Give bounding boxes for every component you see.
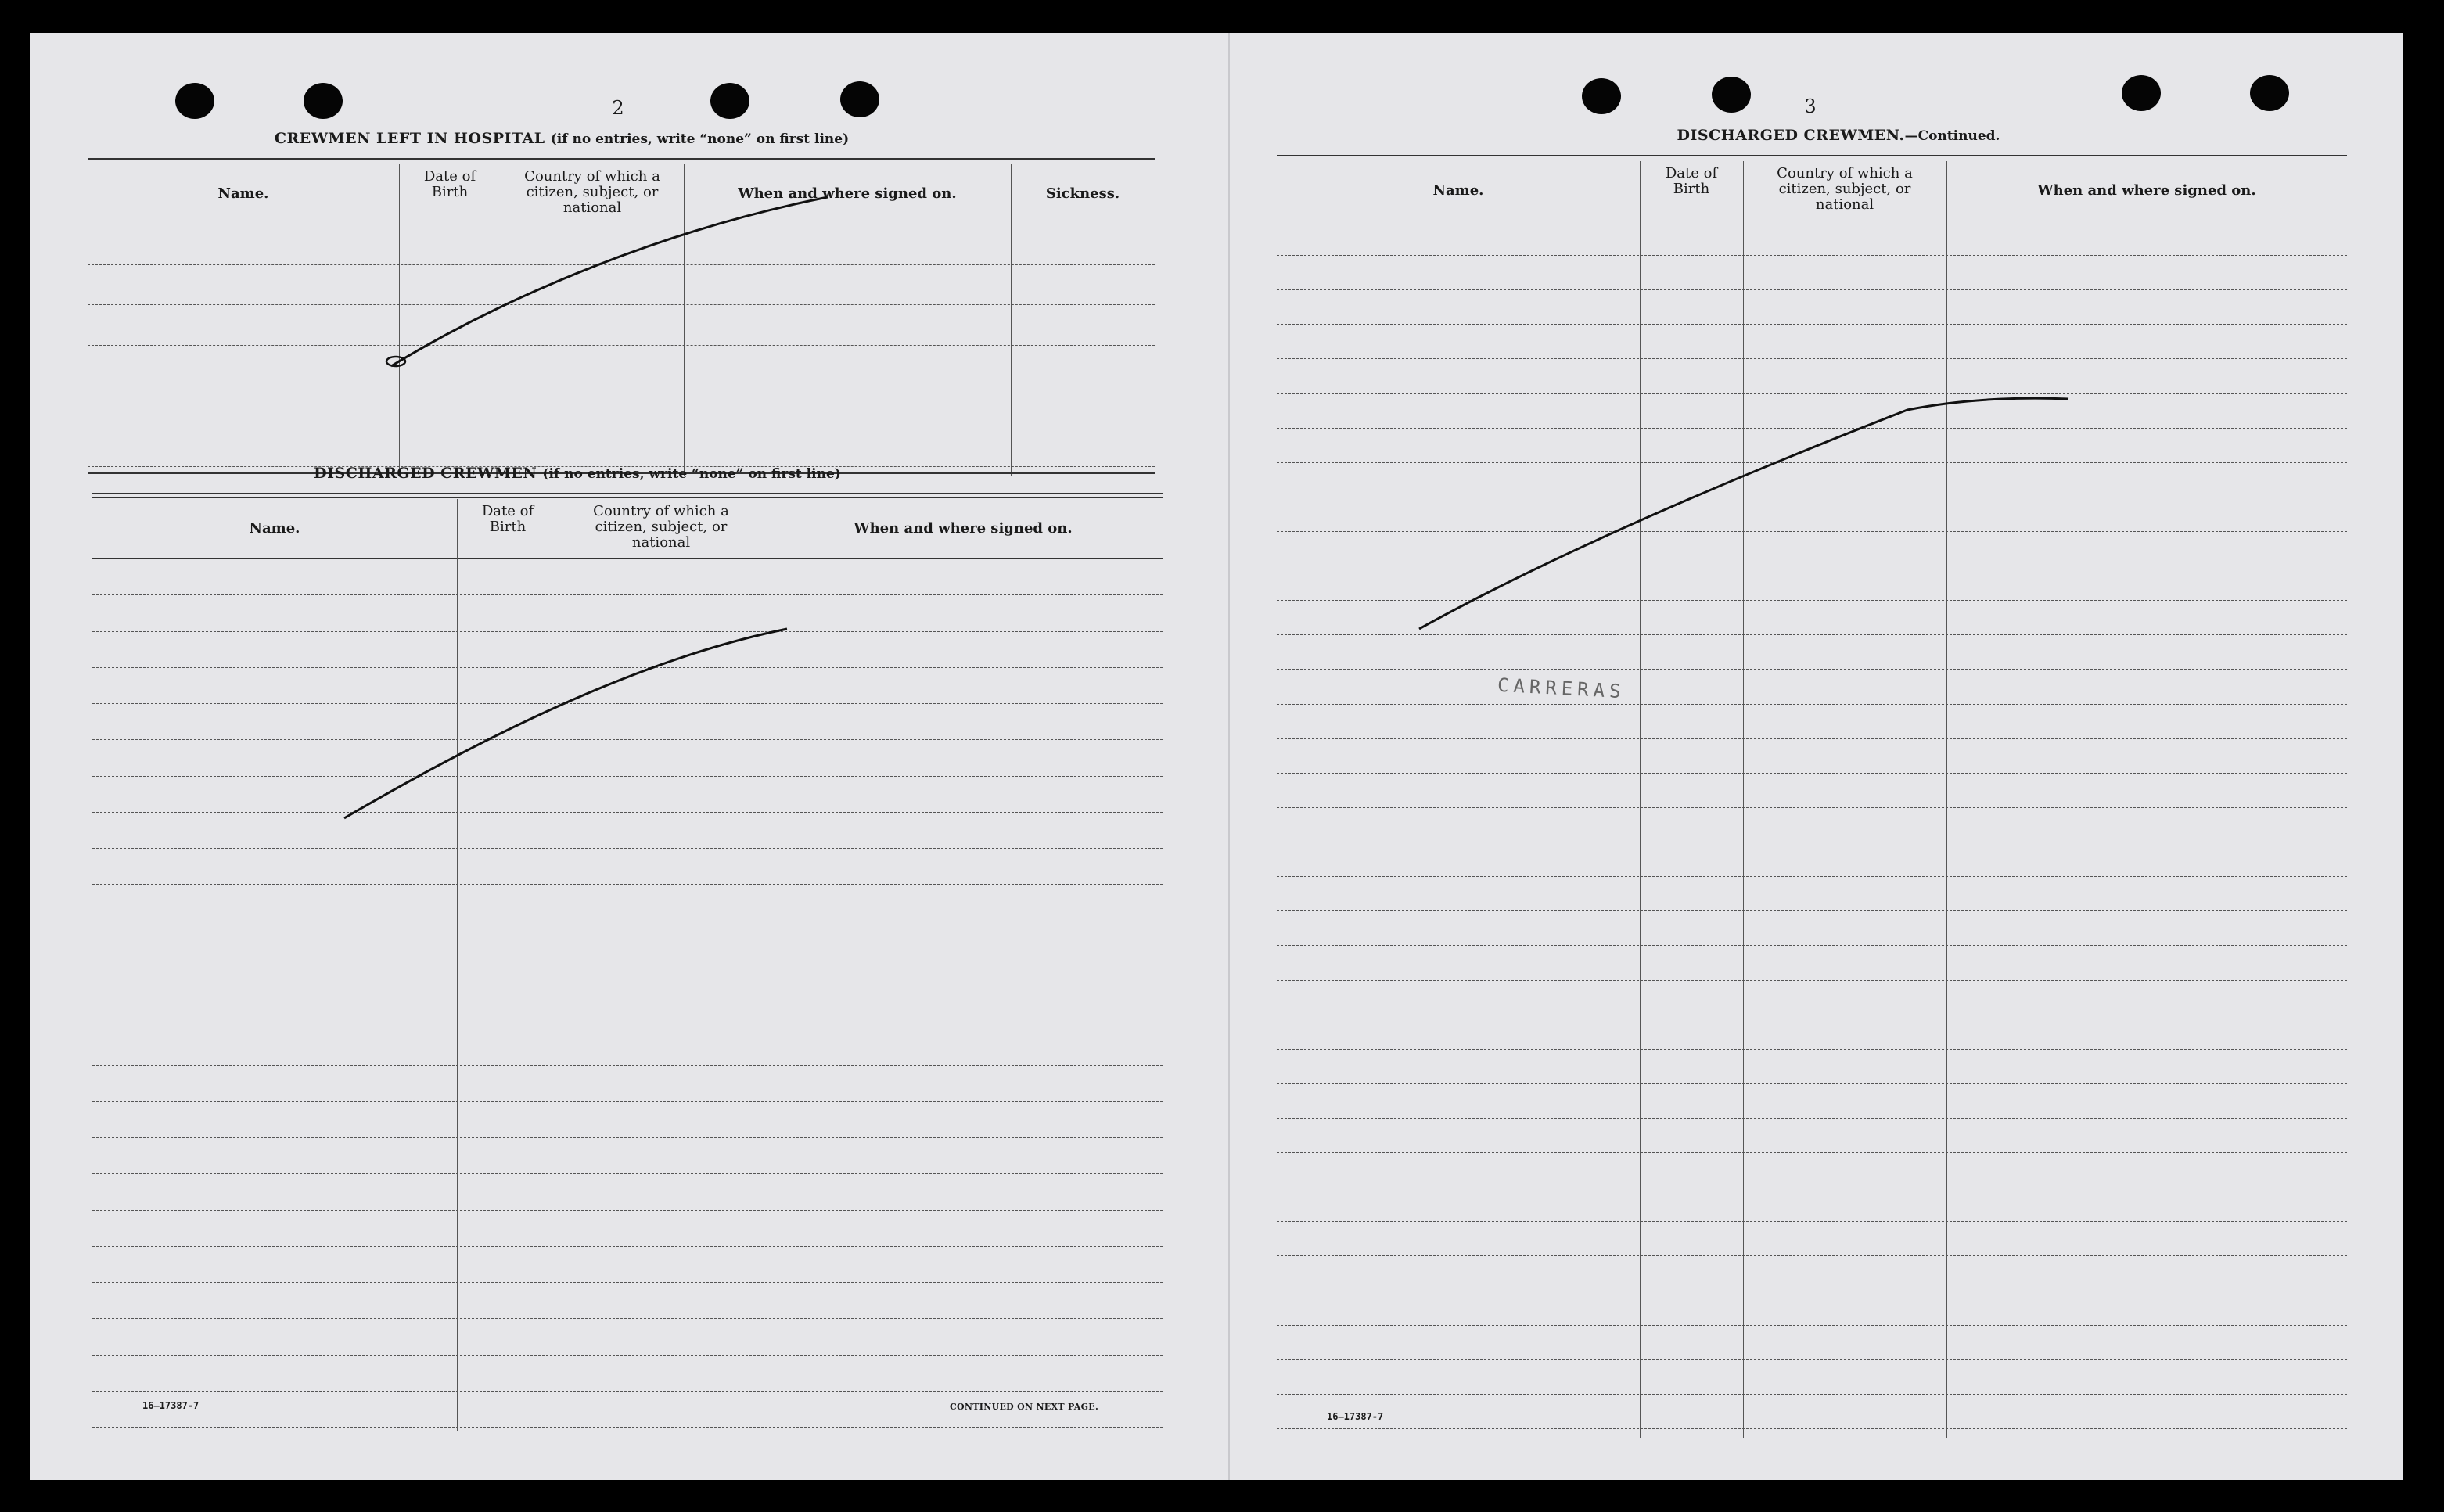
section-title-text: DISCHARGED CREWMEN. <box>1677 127 1905 144</box>
column-header-signed-on: When and where signed on. <box>738 185 957 202</box>
column-header-date-of-birth: Date of Birth <box>481 503 534 535</box>
column-header-signed-on: When and where signed on. <box>2037 182 2256 199</box>
form-number: 16—17387-7 <box>142 1400 199 1411</box>
column-header-country: Country of which a citizen, subject, or national <box>524 168 660 216</box>
page-number: 3 <box>1804 95 1817 117</box>
cancel-stroke <box>386 357 405 366</box>
column-header-country: Country of which a citizen, subject, or national <box>593 503 729 551</box>
handwritten-marks <box>30 33 2403 1480</box>
section-note: (if no entries, write “none” on first line) <box>542 466 841 482</box>
column-header-sickness: Sickness. <box>1045 185 1120 202</box>
scanned-document <box>30 33 2403 1480</box>
column-header-name: Name. <box>249 520 300 537</box>
column-header-date-of-birth: Date of Birth <box>423 168 476 200</box>
section-title-text: DISCHARGED CREWMEN <box>314 465 537 482</box>
column-header-signed-on: When and where signed on. <box>854 520 1073 537</box>
page-number: 2 <box>612 97 624 119</box>
section-title-suffix: —Continued. <box>1904 128 2000 144</box>
cancel-stroke <box>391 197 828 366</box>
cancel-stroke <box>344 629 787 818</box>
section-title-text: CREWMEN LEFT IN HOSPITAL <box>274 130 545 147</box>
column-header-name: Name. <box>217 185 269 202</box>
cancel-stroke <box>1419 398 2068 629</box>
section-note: (if no entries, write “none” on first line) <box>550 131 850 147</box>
column-header-date-of-birth: Date of Birth <box>1665 165 1718 197</box>
stamp-impression: CARRERAS <box>1497 673 1626 703</box>
column-header-name: Name. <box>1432 182 1484 199</box>
column-header-country: Country of which a citizen, subject, or national <box>1777 165 1913 213</box>
form-number: 16—17387-7 <box>1327 1411 1384 1422</box>
continued-note: CONTINUED ON NEXT PAGE. <box>950 1402 1099 1412</box>
